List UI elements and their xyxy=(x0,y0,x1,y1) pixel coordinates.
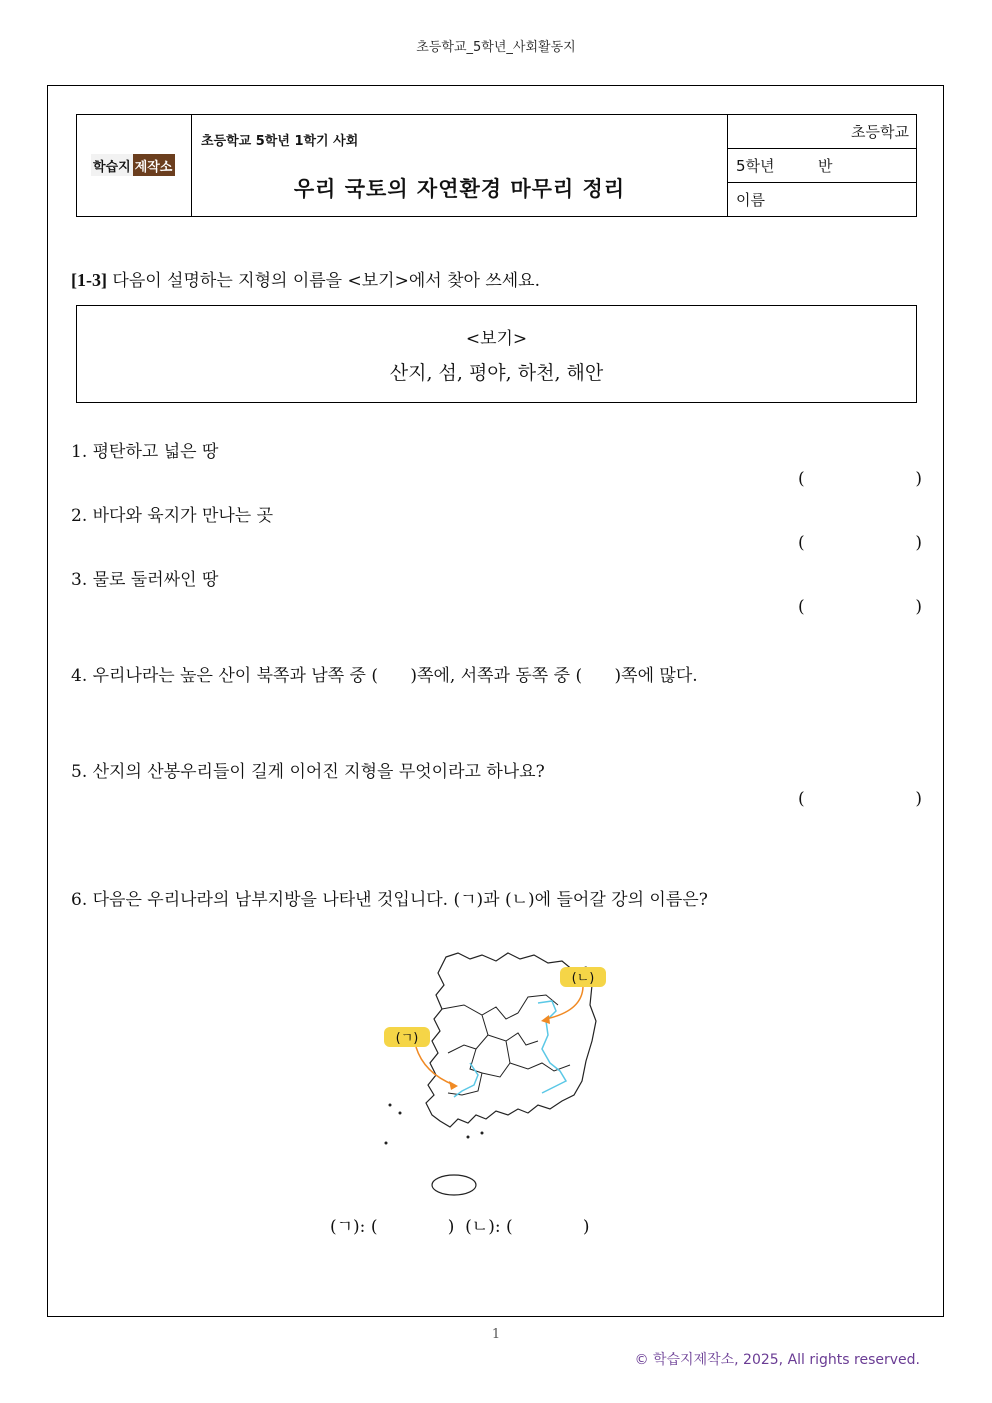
label-b: (ㄴ) xyxy=(571,971,595,986)
logo-text-part2: 제작소 xyxy=(133,154,176,176)
question-1: 1. 평탄하고 넓은 땅 xyxy=(71,442,219,462)
grade-class-field[interactable] xyxy=(728,149,917,183)
answer-blank-3[interactable]: ( ) xyxy=(798,597,922,617)
logo-text-part1: 학습지 xyxy=(91,154,133,176)
question-6-answer-blanks[interactable]: (ㄱ): ( ) (ㄴ): ( ) xyxy=(330,1217,590,1237)
answer-blank-1[interactable]: ( ) xyxy=(798,469,922,489)
example-box-title: <보기> xyxy=(465,329,528,349)
instruction-text: 다음이 설명하는 지형의 이름을 <보기>에서 찾아 쓰세요. xyxy=(112,271,540,291)
page-number: 1 xyxy=(491,1327,501,1342)
island-dot xyxy=(467,1136,470,1139)
example-box-words: 산지, 섬, 평야, 하천, 해안 xyxy=(389,362,604,384)
instruction-number: [1-3] xyxy=(71,270,107,290)
label-a: (ㄱ) xyxy=(395,1031,419,1046)
island-dot xyxy=(399,1112,402,1115)
subject-label: 초등학교 5학년 1학기 사회 xyxy=(201,134,359,149)
question-2: 2. 바다와 육지가 만나는 곳 xyxy=(71,506,274,526)
name-field[interactable]: 이름 xyxy=(736,191,765,209)
logo xyxy=(91,154,177,176)
question-6: 6. 다음은 우리나라의 남부지방을 나타낸 것입니다. (ㄱ)과 (ㄴ)에 들어갈 강의 이름은? xyxy=(71,890,708,910)
school-field[interactable]: 초등학교 xyxy=(728,115,917,149)
question-5: 5. 산지의 산봉우리들이 길게 이어진 지형을 무엇이라고 하나요? xyxy=(71,762,545,782)
island-dot xyxy=(389,1104,392,1107)
grade-label: 5학년 xyxy=(736,157,775,175)
title-table xyxy=(76,114,917,217)
logo-cell xyxy=(77,115,192,216)
example-box xyxy=(76,305,917,403)
south-korea-map xyxy=(378,945,618,1200)
copyright: © 학습지제작소, 2025, All rights reserved. xyxy=(634,1352,920,1368)
student-info-cell xyxy=(727,115,916,216)
question-3: 3. 물로 둘러싸인 땅 xyxy=(71,570,219,590)
answer-blank-5[interactable]: ( ) xyxy=(798,789,922,809)
jeju-island xyxy=(432,1175,476,1195)
island-dot xyxy=(481,1132,484,1135)
page-header: 초등학교_5학년_사회활동지 xyxy=(416,40,576,55)
question-4: 4. 우리나라는 높은 산이 북쪽과 남쪽 중 ( )쪽에, 서쪽과 동쪽 중 ( )쪽에 많다. xyxy=(71,666,698,686)
answer-blank-2[interactable]: ( ) xyxy=(798,533,922,553)
map-svg xyxy=(378,945,618,1200)
island-dot xyxy=(385,1142,388,1145)
class-label: 반 xyxy=(818,157,833,175)
instruction xyxy=(71,266,540,291)
worksheet-title: 우리 국토의 자연환경 마무리 정리 xyxy=(293,177,626,201)
